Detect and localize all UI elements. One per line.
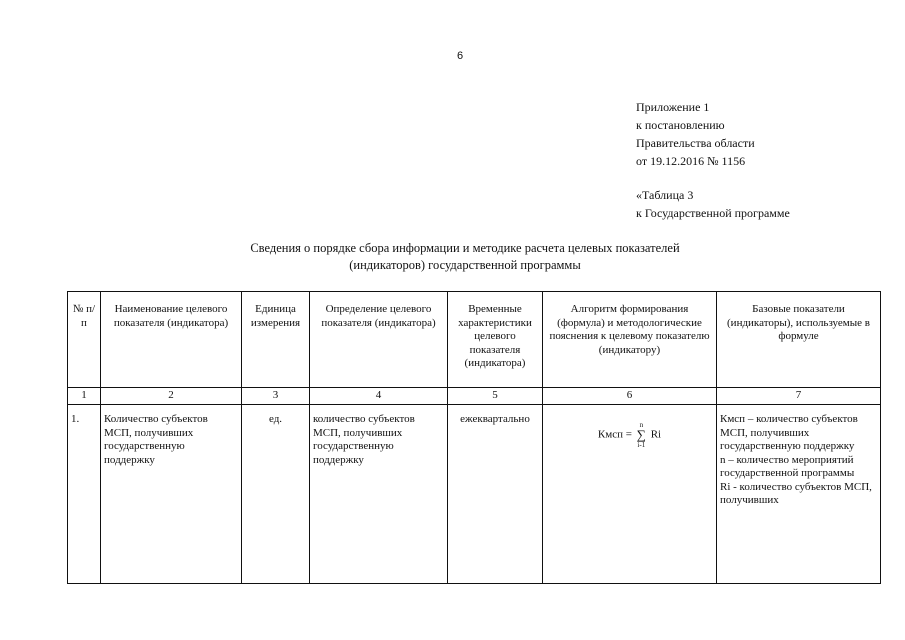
column-number: 1 [68,388,101,405]
appendix-line: к постановлению [636,118,725,132]
header-cell: Единица измерения [242,292,310,388]
header-cell: Базовые показатели (индикаторы), используемые в формуле [717,292,881,388]
timing-cell: ежеквартально [448,405,543,584]
title-line: (индикаторов) государственной программы [349,258,581,272]
sum-upper: n [639,421,644,429]
column-number: 2 [101,388,242,405]
formula [546,413,713,449]
column-number: 7 [717,388,881,405]
header-cell: № п/п [68,292,101,388]
sum-operator [637,421,646,449]
header-row [68,292,881,388]
appendix-line: Приложение 1 [636,100,710,114]
column-number-row [68,388,881,405]
table-row [68,405,881,584]
formula-lhs: Кмсп = [597,428,632,441]
base-item: n – количество мероприятий государственной программы [720,453,855,479]
header-cell: Временные характеристики целевого показателя (индикатора) [448,292,543,388]
row-number: 1. [68,405,101,584]
header-cell: Алгоритм формирования (формула) и методологические пояснения к целевому показателю (индикатору) [543,292,717,388]
appendix-line: к Государственной программе [636,206,790,220]
indicators-table [67,291,881,584]
sum-lower: i-1 [637,441,646,449]
formula-rhs: Ri [650,428,662,441]
appendix-line: «Таблица 3 [636,188,694,202]
header-cell: Определение целевого показателя (индикатора) [310,292,448,388]
base-item: Ri - количество субъектов МСП, получивших [720,480,872,506]
title-line: Сведения о порядке сбора информации и методике расчета целевых показателей [250,241,680,255]
header-cell: Наименование целевого показателя (индикатора) [101,292,242,388]
base-item: Кмсп – количество субъектов МСП, получивших государственную поддержку [720,413,858,452]
unit-cell: ед. [242,405,310,584]
page-number: 6 [457,50,464,62]
appendix-line: от 19.12.2016 № 1156 [636,154,746,168]
sigma-icon: ∑ [636,427,646,442]
base-indicators-cell [717,405,881,584]
column-number: 4 [310,388,448,405]
column-number: 3 [242,388,310,405]
column-number: 6 [543,388,717,405]
indicator-name: Количество субъектов МСП, получивших государственную поддержку [101,405,242,584]
document-title [195,240,735,274]
definition-cell: количество субъектов МСП, получивших государственную поддержку [310,405,448,584]
column-number: 5 [448,388,543,405]
formula-cell [543,405,717,584]
appendix-block [636,98,790,222]
appendix-line: Правительства области [636,136,755,150]
